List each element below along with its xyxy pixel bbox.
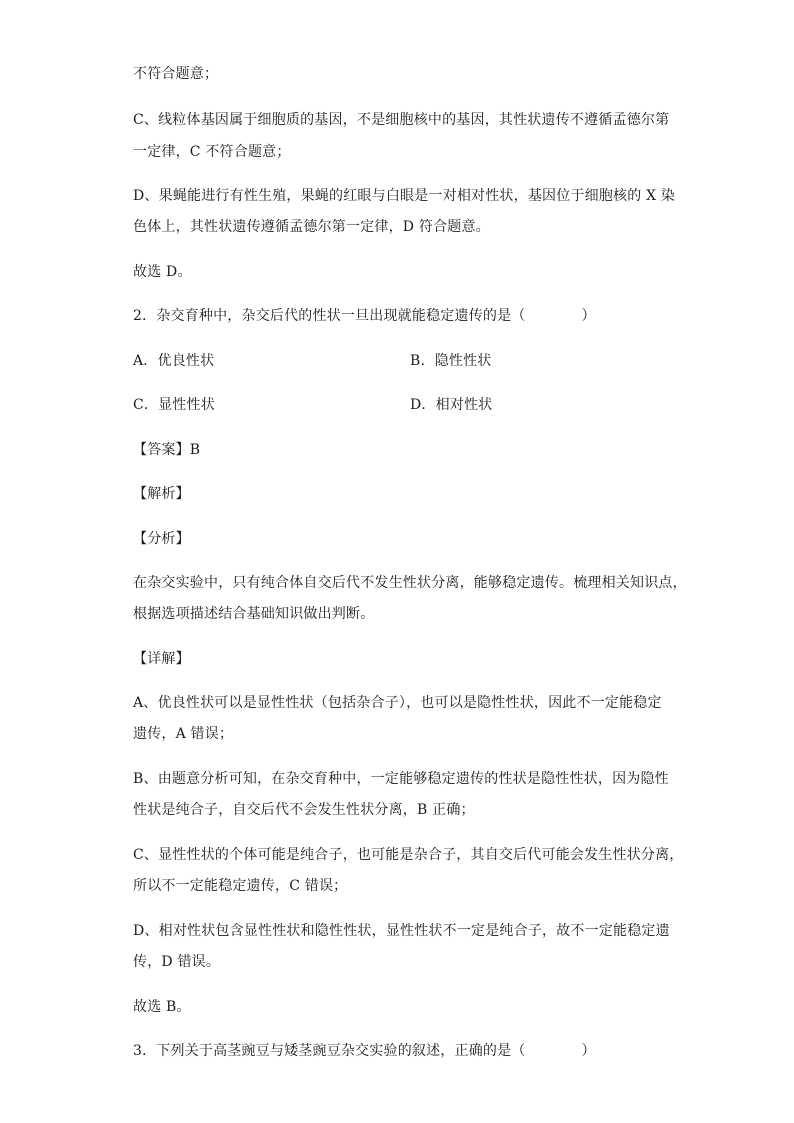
option-c: C．显性性状: [133, 397, 215, 413]
conclusion-q1: 故选 D。: [133, 264, 192, 280]
detail-heading: 【详解】: [133, 651, 190, 667]
question-3-stem: [133, 1041, 596, 1061]
option-d-explanation-line-1: D、果蝇能进行有性生殖，果蝇的红眼与白眼是一对相对性状，基因位于细胞核的 X 染: [133, 188, 676, 204]
question-2-stem-close: ）: [581, 308, 596, 324]
question-3-stem-close: ）: [581, 1043, 596, 1059]
fenxi-heading: 【分析】: [133, 531, 190, 547]
detail-a-line-1: A、优良性状可以是显性性状（包括杂合子），也可以是隐性性状，因此不一定能稳定: [133, 695, 662, 711]
text-line: 不符合题意；: [133, 66, 219, 82]
detail-b-line-2: 性状是纯合子，自交后代不会发生性状分离，B 正确；: [133, 802, 475, 818]
fenxi-line-1: 在杂交实验中，只有纯合体自交后代不发生性状分离，能够稳定遗传。梳理相关知识点，: [133, 575, 687, 591]
detail-c-line-2: 所以不一定能稳定遗传，C 错误；: [133, 878, 348, 894]
option-c-explanation-line-1: C、线粒体基因属于细胞质的基因，不是细胞核中的基因，其性状遗传不遵循孟德尔第: [133, 112, 670, 128]
question-2-stem-text: 2．杂交育种中，杂交后代的性状一旦出现就能稳定遗传的是（: [133, 308, 526, 324]
fenxi-line-2: 根据选项描述结合基础知识做出判断。: [133, 606, 375, 622]
option-c-explanation-line-2: 一定律，C 不符合题意；: [133, 144, 291, 160]
detail-d-line-2: 传，D 错误。: [133, 954, 221, 970]
detail-b-line-1: B、由题意分析可知，在杂交育种中，一定能够稳定遗传的性状是隐性性状，因为隐性: [133, 771, 669, 787]
question-2-stem: [133, 306, 596, 326]
conclusion-q2: 故选 B。: [133, 999, 191, 1015]
detail-c-line-1: C、显性性状的个体可能是纯合子，也可能是杂合子，其自交后代可能会发生性状分离，: [133, 847, 684, 863]
answer-label: 【答案】B: [133, 442, 201, 458]
analysis-heading: 【解析】: [133, 486, 190, 502]
option-a: A．优良性状: [133, 353, 215, 369]
option-d-explanation-line-2: 色体上，其性状遗传遵循孟德尔第一定律，D 符合题意。: [133, 219, 490, 235]
option-b: B．隐性性状: [410, 353, 492, 369]
detail-d-line-1: D、相对性状包含显性性状和隐性性状，显性性状不一定是纯合子，故不一定能稳定遗: [133, 923, 670, 939]
option-d: D．相对性状: [410, 397, 493, 413]
detail-a-line-2: 遗传，A 错误；: [133, 726, 234, 742]
question-3-stem-text: 3．下列关于高茎豌豆与矮茎豌豆杂交实验的叙述，正确的是（: [133, 1043, 526, 1059]
